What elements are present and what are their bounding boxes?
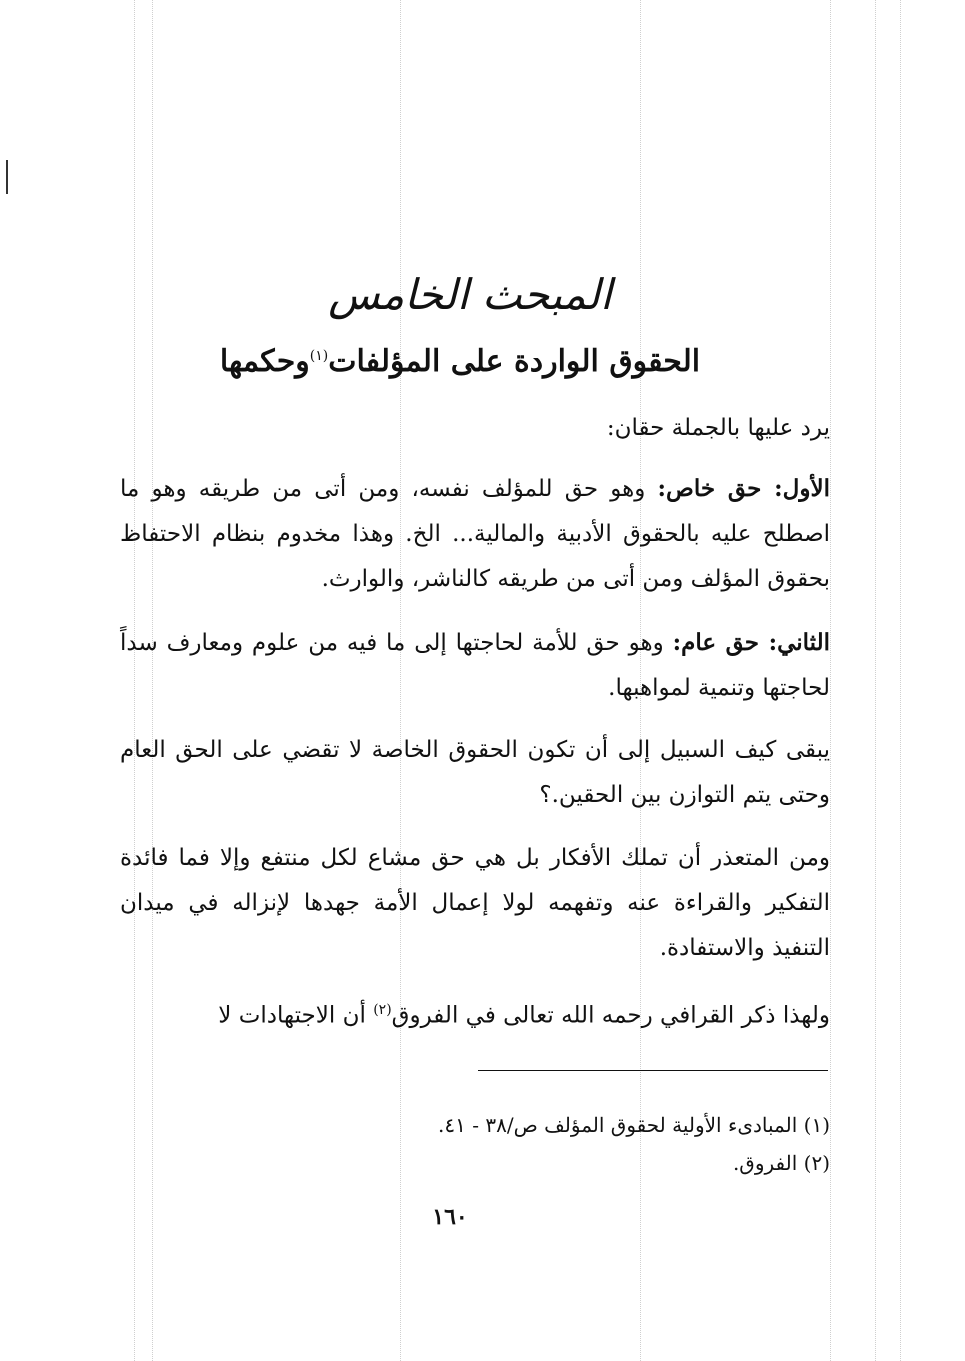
paragraph-second-text: وهو حق للأمة لحاجتها إلى ما فيه من علوم ومعارف سداً لحاجتها وتنمية لمواهبها. bbox=[120, 630, 830, 701]
paragraph-first-label: الأول: حق خاص: bbox=[657, 475, 830, 502]
footnote-ref-2: (٢) bbox=[373, 1002, 392, 1018]
footnote-2: (٢) الفروق. bbox=[732, 1151, 830, 1175]
intro-line: يرد عليها بالجملة حقان: bbox=[606, 415, 830, 441]
page-number: ١٦٠ bbox=[432, 1204, 468, 1230]
paragraph-fourth: ومن المتعذر أن تملك الأفكار بل هي حق مشاع لكل منتفع وإلا فما فائدة التفكير والقراءة عنه وتفهمه لولا إعمال الأمة جهدها لإنزاله في ميدان التنفيذ والاستفادة. bbox=[120, 845, 830, 961]
paragraph-second-label: الثاني: حق عام: bbox=[672, 629, 830, 656]
scan-artifact-line bbox=[875, 0, 876, 1361]
paragraph-first-text: وهو حق للمؤلف نفسه، ومن أتى من طريقه وهو ما اصطلح عليه بالحقوق الأدبية والمالية... الخ. وهذا مخدوم بنظام الاحتفاظ بحقوق المؤلف ومن أتى من طريقه كالناشر، والوارث. bbox=[120, 476, 830, 592]
footnote-ref-1: (١) bbox=[309, 348, 329, 364]
paragraph-second bbox=[120, 620, 830, 711]
paragraph-fifth-text-before: ولهذا ذكر القرافي رحمه الله تعالى في الفروق bbox=[391, 1002, 830, 1029]
page-title bbox=[200, 344, 720, 379]
title-text-before: الحقوق الواردة على المؤلفات bbox=[328, 344, 701, 379]
footnotes bbox=[300, 1106, 830, 1182]
section-heading: المبحث الخامس bbox=[328, 270, 612, 319]
paragraph-fifth bbox=[120, 988, 830, 1039]
scan-edge-mark bbox=[6, 160, 8, 194]
scan-artifact-line bbox=[830, 0, 831, 1361]
paragraph-first bbox=[120, 466, 830, 602]
footnote-divider bbox=[478, 1070, 828, 1071]
footnote-1: (١) المبادىء الأولية لحقوق المؤلف ص/٣٨ - ٤١. bbox=[438, 1113, 830, 1137]
scan-artifact-line bbox=[900, 0, 901, 1361]
paragraph-third: يبقى كيف السبيل إلى أن تكون الحقوق الخاصة لا تقضي على الحق العام وحتى يتم التوازن بين الحقين.؟ bbox=[120, 737, 830, 808]
paragraph-fifth-text-after: أن الاجتهادات لا bbox=[218, 1002, 374, 1029]
title-text-after: وحكمها bbox=[219, 344, 310, 379]
